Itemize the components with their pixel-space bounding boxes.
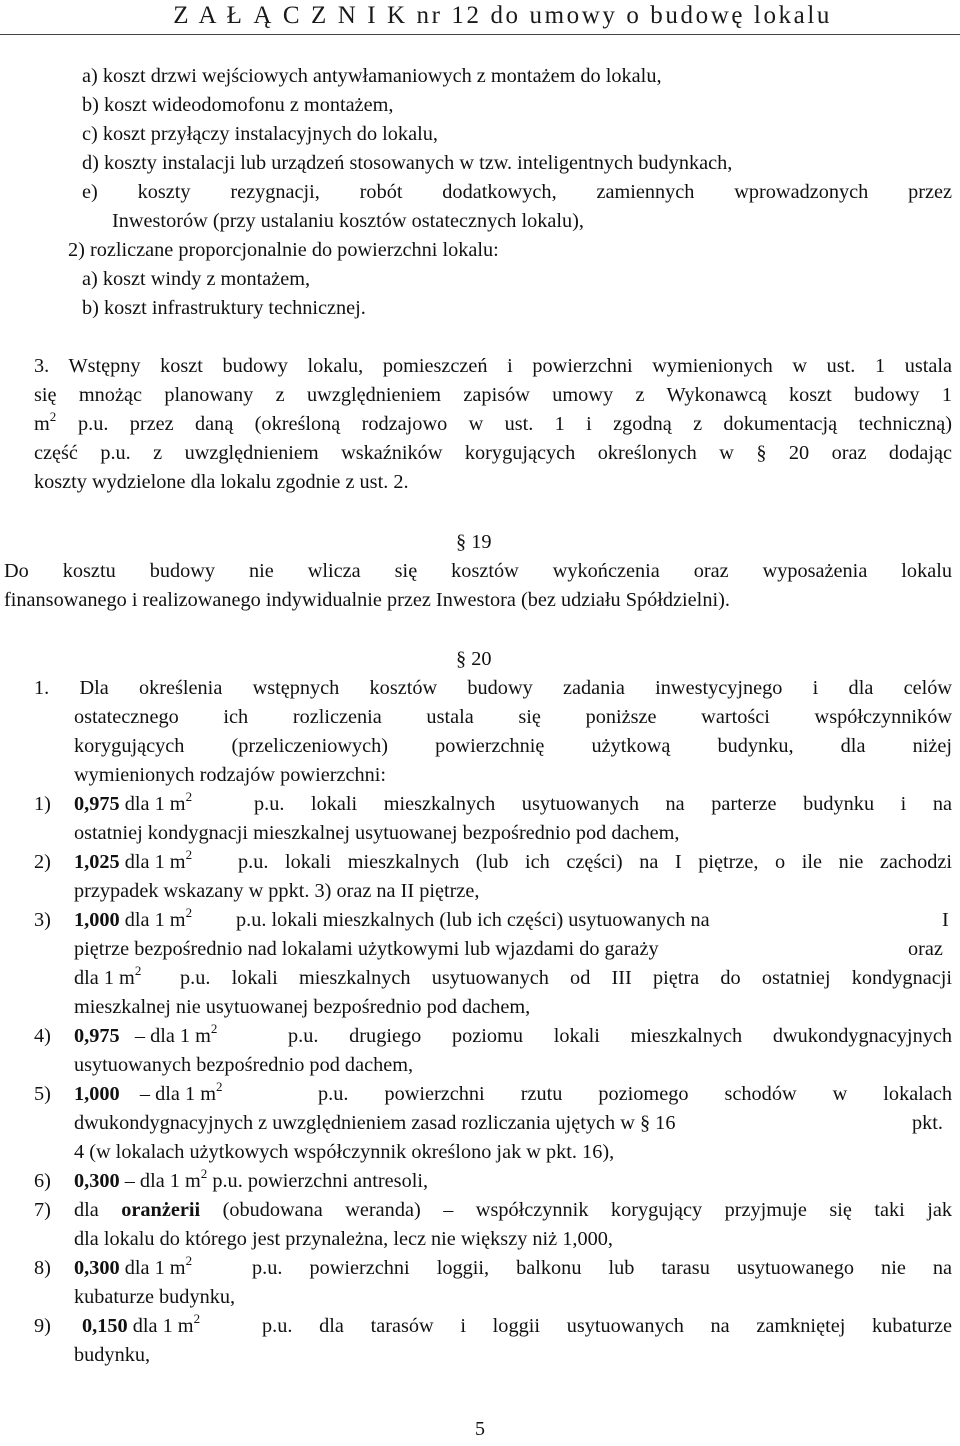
coef-text: p.u. powierzchni rzutu poziomego schodów w lokalach — [318, 1083, 952, 1105]
item-number: 8) — [34, 1257, 51, 1279]
coef-row: 0,300 dla 1 $m^2$ — [74, 1253, 193, 1279]
paragraph-line: ostatecznego ich rozliczenia ustala się poniższe wartości współczynników — [74, 706, 952, 728]
page-number: 5 — [475, 1418, 485, 1440]
paragraph-line: 1. Dla określenia wstępnych kosztów budowy zadania inwestycyjnego i dla celów — [34, 677, 952, 699]
list-item: c) koszt przyłączy instalacyjnych do lokalu, — [82, 123, 438, 145]
coef-text: 4 (w lokalach użytkowych współczynnik określono jak w pkt. 16), — [74, 1141, 615, 1163]
coef-text: usytuowanych bezpośrednio pod dachem, — [74, 1054, 414, 1076]
list-item: Inwestorów (przy ustalaniu kosztów ostatecznych lokalu), — [112, 210, 584, 232]
item-number: 2) — [34, 851, 51, 873]
section-heading: § 20 — [456, 648, 492, 670]
coef-text: p.u. powierzchni loggii, balkonu lub tarasu usytuowanego nie na — [252, 1257, 952, 1279]
list-item: b) koszt infrastruktury technicznej. — [82, 297, 366, 319]
item-number: 6) — [34, 1170, 51, 1192]
item-number: 3) — [34, 909, 51, 931]
coef-text: p.u. drugiego poziomu lokali mieszkalnych dwukondygnacyjnych — [288, 1025, 952, 1047]
paragraph-line: koszty wydzielone dla lokalu zgodnie z ust. 2. — [34, 471, 409, 493]
coef-row: 0,975 – dla 1 $m^2$ — [74, 1021, 218, 1047]
paragraph-line: się mnożąc planowany z uwzględnieniem zapisów umowy z Wykonawcą koszt budowy 1 — [34, 384, 952, 406]
paragraph-line: finansowanego i realizowanego indywidualnie przez Inwestora (bez udziału Spółdzielni). — [4, 589, 730, 611]
item-number: 5) — [34, 1083, 51, 1105]
coef-text: p.u. lokali mieszkalnych usytuowanych od III piętra do ostatniej kondygnacji — [180, 967, 952, 989]
coef-text: mieszkalnej nie usytuowanej bezpośrednio pod dachem, — [74, 996, 531, 1018]
item-number: 1) — [34, 793, 51, 815]
list-item: d) koszty instalacji lub urządzeń stosowanych w tzw. inteligentnych budynkach, — [82, 152, 733, 174]
coef-text: kubaturze budynku, — [74, 1286, 236, 1308]
coef-text: I — [942, 909, 949, 931]
paragraph-line: część p.u. z uwzględnieniem wskaźników korygujących określonych w § 20 oraz dodając — [34, 442, 952, 464]
item-number: 9) — [34, 1315, 51, 1337]
coef-text: przypadek wskazany w ppkt. 3) oraz na II piętrze, — [74, 880, 480, 902]
paragraph-line: korygujących (przeliczeniowych) powierzchnię użytkową budynku, dla niżej — [74, 735, 952, 757]
coef-row: 0,975 dla 1 $m^2$ — [74, 789, 193, 815]
paragraph-line: p.u. przez daną (określoną rodzajowo w ust. 1 i zgodną z dokumentacją techniczną) — [78, 413, 952, 435]
coef-text: piętrze bezpośrednio nad lokalami użytkowymi lub wjazdami do garaży — [74, 938, 659, 960]
paragraph-line: wymienionych rodzajów powierzchni: — [74, 764, 387, 786]
item-number: 7) — [34, 1199, 51, 1221]
coef-text: pkt. — [912, 1112, 943, 1134]
coef-text: p.u. dla tarasów i loggii usytuowanych na zamkniętej kubaturze — [262, 1315, 952, 1337]
coef-text: dla oranżerii (obudowana weranda) – współczynnik korygujący przyjmuje się taki jak — [74, 1199, 952, 1221]
coef-text: budynku, — [74, 1344, 151, 1366]
coef-text: dwukondygnacyjnych z uwzględnieniem zasad rozliczania ujętych w § 16 — [74, 1112, 676, 1134]
page-header — [0, 0, 960, 35]
paragraph-line: 3. Wstępny koszt budowy lokalu, pomieszczeń i powierzchni wymienionych w ust. 1 ustala — [34, 355, 952, 377]
list-item: e) koszty rezygnacji, robót dodatkowych, zamiennych wprowadzonych przez — [82, 181, 952, 203]
list-item: a) koszt windy z montażem, — [82, 268, 311, 290]
coef-text: ostatniej kondygnacji mieszkalnej usytuowanej bezpośrednio pod dachem, — [74, 822, 680, 844]
coef-text: p.u. lokali mieszkalnych usytuowanych na parterze budynku i na — [254, 793, 952, 815]
item-number: 4) — [34, 1025, 51, 1047]
coef-row: 0,150 dla 1 $m^2$ — [82, 1311, 201, 1337]
coef-text: p.u. lokali mieszkalnych (lub ich części) na I piętrze, o ile nie zachodzi — [238, 851, 952, 873]
coef-text: oraz — [908, 938, 943, 960]
paragraph-line: Do kosztu budowy nie wlicza się kosztów wykończenia oraz wyposażenia lokalu — [4, 560, 952, 582]
list-item: a) koszt drzwi wejściowych antywłamaniowych z montażem do lokalu, — [82, 65, 662, 87]
coef-row: dla 1 $m^2$ — [74, 963, 142, 989]
coef-text: p.u. lokali mieszkalnych (lub ich części) usytuowanych na — [236, 909, 710, 931]
coef-row: 1,000 – dla 1 $m^2$ — [74, 1079, 223, 1105]
list-item: b) koszt wideodomofonu z montażem, — [82, 94, 394, 116]
coef-text: dla lokalu do którego jest przynależna, lecz nie większy niż 1,000, — [74, 1228, 613, 1250]
header-title: Z A Ł Ą C Z N I K nr 12 do umowy o budowę lokalu — [173, 2, 832, 29]
coef-row: 1,000 dla 1 $m^2$ — [74, 905, 193, 931]
coef-row: 1,025 dla 1 $m^2$ — [74, 847, 193, 873]
coef-row: 0,300 – dla 1 $m^2$ p.u. powierzchni antresoli, — [74, 1166, 429, 1192]
list-item: 2) rozliczane proporcjonalnie do powierzchni lokalu: — [68, 239, 499, 261]
section-heading: § 19 — [456, 531, 492, 553]
paragraph-line: $m^2$ — [34, 409, 57, 435]
